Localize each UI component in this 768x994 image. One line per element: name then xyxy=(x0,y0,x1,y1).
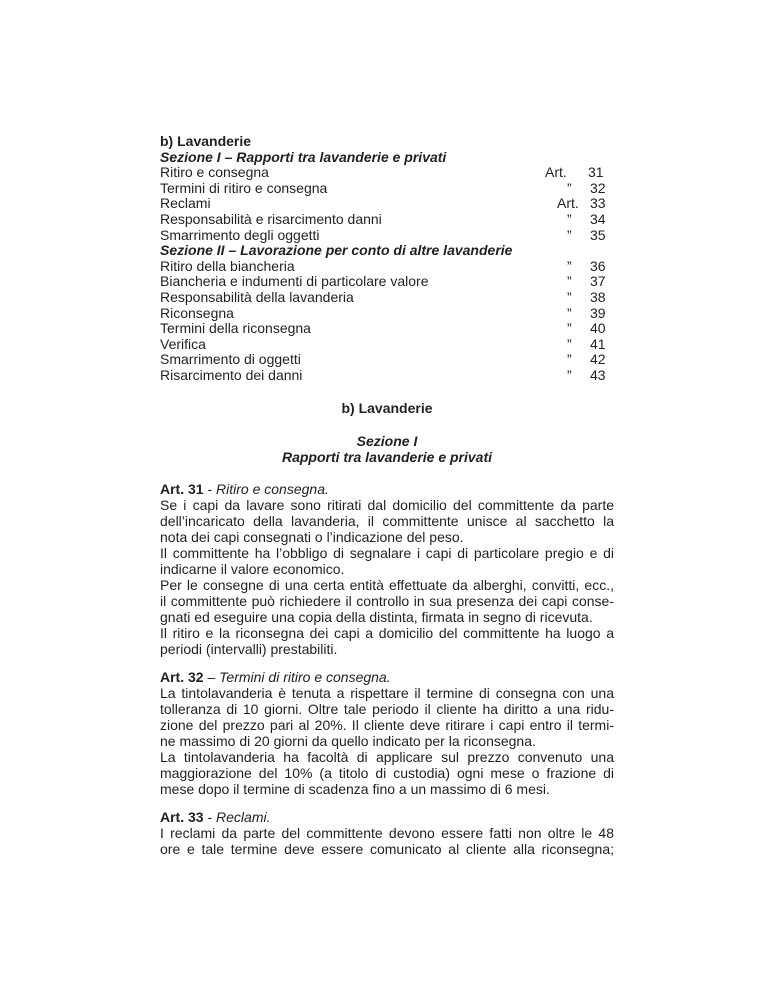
article-separator: - xyxy=(203,480,217,497)
toc-item-number: 33 xyxy=(590,195,606,212)
article-heading xyxy=(160,809,614,825)
toc-item-label: Ritiro e consegna xyxy=(160,164,269,181)
toc-item-prefix: Art. xyxy=(557,195,579,212)
paragraph-line: La tintolavanderia ha facoltà di applicare sul prezzo convenuto una xyxy=(160,748,614,765)
article-33 xyxy=(160,809,614,857)
toc-item-label: Ritiro della biancheria xyxy=(160,257,295,274)
toc-item-label: Responsabilità della lavanderia xyxy=(160,288,354,305)
toc-item-label: Verifica xyxy=(160,335,206,352)
toc-item xyxy=(160,274,614,290)
article-number: Art. 32 xyxy=(160,668,204,685)
paragraph-line: Se i capi da lavare sono ritirati dal domicilio del committente da parte xyxy=(160,496,614,513)
toc-item-number: 32 xyxy=(590,179,606,196)
toc-item xyxy=(160,290,614,306)
paragraph-line: mese dopo il termine di scadenza fino a un massimo di 6 mesi. xyxy=(160,780,550,797)
paragraph-line: Il ritiro e la riconsegna dei capi a domicilio del committente ha luogo a xyxy=(160,624,614,641)
paragraph-line: nota dei capi consegnati o l’indicazione del peso. xyxy=(160,528,464,545)
toc-section-2-title: Sezione II – Lavorazione per conto di altre lavanderie xyxy=(160,242,513,259)
toc-item xyxy=(160,337,614,353)
toc-item-label: Smarrimento di oggetti xyxy=(160,351,301,368)
toc-item-prefix: ” xyxy=(567,288,572,305)
paragraph-line: tolleranza di 10 giorni. Oltre tale periodo il cliente ha diritto a una ridu- xyxy=(160,700,614,717)
paragraph-line: gnati ed eseguire una copia della distinta, firmata in segno di ricevuta. xyxy=(160,608,593,625)
toc-item-prefix: ” xyxy=(567,351,572,368)
toc-item xyxy=(160,181,614,197)
toc-section-1-title: Sezione I – Rapporti tra lavanderie e privati xyxy=(160,148,447,165)
toc-item-label: Termini di ritiro e consegna xyxy=(160,179,328,196)
toc-item xyxy=(160,368,614,384)
document-page xyxy=(160,134,614,857)
toc-item xyxy=(160,321,614,337)
paragraph-line: il committente può richiedere il controllo in sua presenza dei capi conse- xyxy=(160,592,614,609)
paragraph-line: La tintolavanderia è tenuta a rispettare il termine di consegna con una xyxy=(160,684,614,701)
toc-item-number: 37 xyxy=(590,273,606,290)
toc-item-number: 39 xyxy=(590,304,606,321)
toc-item-number: 42 xyxy=(590,351,606,368)
toc-item xyxy=(160,306,614,322)
toc-item-label: Risarcimento dei danni xyxy=(160,366,303,383)
paragraph-line: indicarne il valore economico. xyxy=(160,560,345,577)
article-heading xyxy=(160,481,614,497)
toc-item-number: 38 xyxy=(590,288,606,305)
toc-item-number: 43 xyxy=(590,366,606,383)
section-subtitle: Rapporti tra lavanderie e privati xyxy=(281,448,493,465)
toc-item xyxy=(160,259,614,275)
article-title: Reclami. xyxy=(216,808,271,825)
toc-item-label: Smarrimento degli oggetti xyxy=(160,226,320,243)
paragraph-line: Per le consegne di una certa entità effettuate da alberghi, convitti, ecc., xyxy=(160,576,614,593)
toc-item xyxy=(160,212,614,228)
toc-item-number: 31 xyxy=(588,164,604,181)
article-title: Termini di ritiro e consegna. xyxy=(219,668,391,685)
toc-item-prefix: ” xyxy=(567,179,572,196)
paragraph-line: I reclami da parte del committente devono essere fatti non oltre le 48 xyxy=(160,824,614,841)
toc-item xyxy=(160,352,614,368)
toc-item-prefix: ” xyxy=(567,273,572,290)
paragraph-line: maggiorazione del 10% (a titolo di custodia) ogni mese o frazione di xyxy=(160,764,614,781)
toc-item xyxy=(160,228,614,244)
article-separator: – xyxy=(203,668,220,685)
toc-item-number: 36 xyxy=(590,257,606,274)
chapter-title: b) Lavanderie xyxy=(341,399,433,416)
toc-item-prefix: Art. xyxy=(545,164,567,181)
paragraph-line: ne massimo di 20 giorni da quello indicato per la riconsegna. xyxy=(160,732,536,749)
toc-item-prefix: ” xyxy=(567,257,572,274)
toc-item-label: Riconsegna xyxy=(160,304,234,321)
toc-item-number: 41 xyxy=(590,335,606,352)
article-number: Art. 33 xyxy=(160,808,204,825)
article-title: Ritiro e consegna. xyxy=(216,480,329,497)
toc-item-prefix: ” xyxy=(567,320,572,337)
toc-item-number: 40 xyxy=(590,320,606,337)
article-number: Art. 31 xyxy=(160,480,204,497)
toc-item-label: Termini della riconsegna xyxy=(160,320,311,337)
article-heading xyxy=(160,669,614,685)
toc xyxy=(160,134,614,384)
section-label: Sezione I xyxy=(356,432,418,449)
toc-item-prefix: ” xyxy=(567,335,572,352)
paragraph-line: zione del prezzo pari al 20%. Il cliente deve ritirare i capi entro il termi- xyxy=(160,716,614,733)
toc-heading: b) Lavanderie xyxy=(160,133,252,149)
toc-item-prefix: ” xyxy=(567,304,572,321)
paragraph-line: Il committente ha l’obbligo di segnalare i capi di particolare pregio e di xyxy=(160,544,614,561)
toc-item-label: Responsabilità e risarcimento danni xyxy=(160,210,382,227)
toc-item-label: Reclami xyxy=(160,195,211,212)
toc-item-prefix: ” xyxy=(567,210,572,227)
paragraph-line: dell’incaricato della lavanderia, il committente unisce al sacchetto la xyxy=(160,512,614,529)
article-32 xyxy=(160,669,614,797)
toc-item xyxy=(160,196,614,212)
toc-item-number: 35 xyxy=(590,226,606,243)
article-separator: - xyxy=(203,808,217,825)
article-31 xyxy=(160,481,614,657)
toc-item xyxy=(160,165,614,181)
paragraph-line: ore e tale termine deve essere comunicato al cliente alla riconsegna; xyxy=(160,840,614,857)
toc-item-prefix: ” xyxy=(567,366,572,383)
toc-item-prefix: ” xyxy=(567,226,572,243)
toc-item-number: 34 xyxy=(590,210,606,227)
paragraph-line: periodi (intervalli) prestabiliti. xyxy=(160,640,338,657)
toc-item-label: Biancheria e indumenti di particolare valore xyxy=(160,273,429,290)
